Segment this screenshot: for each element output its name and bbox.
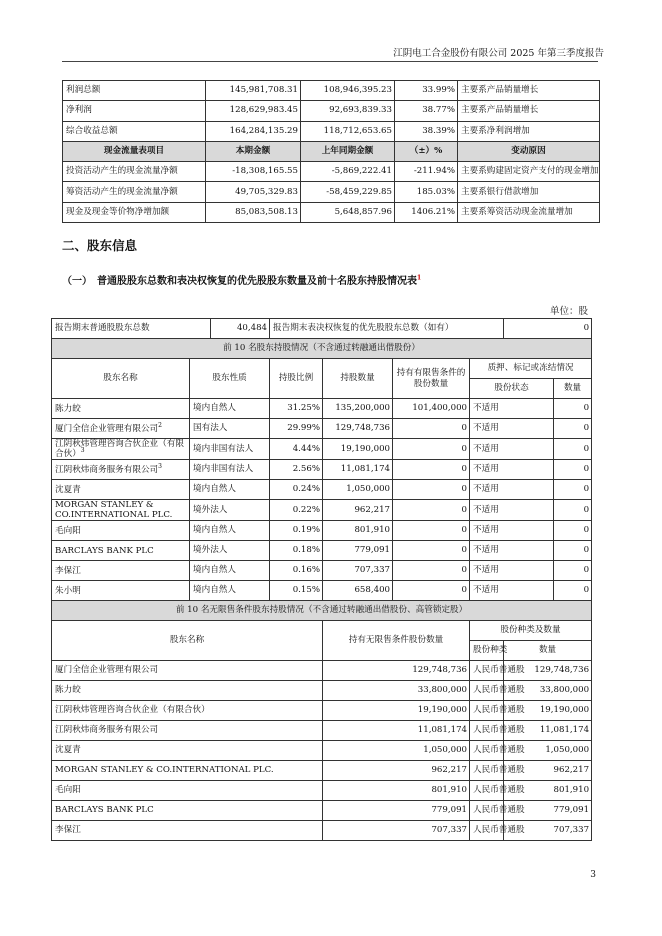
column-header: 持股数量 (323, 359, 393, 399)
holding-quantity: 779,091 (323, 541, 393, 561)
unit-label: 单位：股 (549, 306, 588, 317)
shareholder-row (52, 521, 592, 541)
shareholder-name: 江阴秋炜商务服务有限公司 (52, 721, 323, 741)
row-label: 现金及现金等价物净增加额 (63, 202, 206, 222)
shareholder-nature: 境内自然人 (190, 399, 270, 419)
holding-quantity: 129,748,736 (323, 419, 393, 439)
share-amount: 801,910 (504, 781, 592, 801)
current-amount: 49,705,329.83 (206, 182, 301, 202)
shareholder-name: 江阴秋炜商务服务有限公司$^3$ (52, 460, 190, 480)
summary-label: 报告期末普通股股东总数 (52, 319, 211, 339)
cash-flow-row (63, 182, 600, 202)
pledge-quantity: 0 (554, 460, 592, 480)
unrestricted-row (52, 801, 592, 821)
holding-ratio: 0.15% (270, 581, 323, 601)
shareholder-name: 江阴秋炜管理咨询合伙企业（有限合伙）$^3$ (52, 439, 190, 460)
current-amount: 145,981,708.31 (206, 81, 301, 101)
share-kind: 人民币普通股 (470, 741, 504, 761)
pledge-quantity: 0 (554, 480, 592, 500)
unrestricted-quantity: 19,190,000 (323, 701, 470, 721)
holders-summary-row (52, 319, 592, 339)
shareholder-name: 陈力皎 (52, 681, 323, 701)
section-title-row (52, 339, 592, 359)
unrestricted-row (52, 781, 592, 801)
column-header: 持股比例 (270, 359, 323, 399)
unrestricted-row (52, 741, 592, 761)
change-reason: 主要系产品销量增长 (458, 81, 600, 101)
current-amount: 128,629,983.45 (206, 101, 301, 121)
column-header: 股份种类 (470, 641, 504, 661)
holding-quantity: 11,081,174 (323, 460, 393, 480)
summary-label: 报告期末表决权恢复的优先股股东总数（如有） (270, 319, 504, 339)
unrestricted-quantity: 707,337 (323, 821, 470, 841)
share-kind: 人民币普通股 (470, 761, 504, 781)
share-amount: 129,748,736 (504, 661, 592, 681)
share-kind: 人民币普通股 (470, 821, 504, 841)
holding-ratio: 2.56% (270, 460, 323, 480)
share-amount: 11,081,174 (504, 721, 592, 741)
change-percent: -211.94% (395, 162, 458, 182)
unrestricted-quantity: 962,217 (323, 761, 470, 781)
change-percent: 38.39% (395, 121, 458, 141)
column-header: （±）% (395, 141, 458, 161)
column-header: 现金流量表项目 (63, 141, 206, 161)
cash-flow-row (63, 202, 600, 222)
share-amount: 19,190,000 (504, 701, 592, 721)
shareholder-row (52, 541, 592, 561)
cash-flow-row (63, 162, 600, 182)
shareholder-row (52, 480, 592, 500)
pledge-quantity: 0 (554, 399, 592, 419)
restricted-quantity: 0 (393, 500, 470, 521)
unrestricted-row (52, 721, 592, 741)
pledge-quantity: 0 (554, 500, 592, 521)
column-header: 股份状态 (470, 379, 554, 399)
pledge-status: 不适用 (470, 439, 554, 460)
pledge-quantity: 0 (554, 419, 592, 439)
unrestricted-row (52, 761, 592, 781)
holding-quantity: 19,190,000 (323, 439, 393, 460)
change-reason: 主要系筹资活动现金流量增加 (458, 202, 600, 222)
row-label: 利润总额 (63, 81, 206, 101)
pledge-quantity: 0 (554, 439, 592, 460)
pledge-quantity: 0 (554, 521, 592, 541)
row-label: 筹资活动产生的现金流量净额 (63, 182, 206, 202)
restricted-quantity: 0 (393, 419, 470, 439)
shareholders-table (51, 318, 592, 841)
unrestricted-row (52, 701, 592, 721)
footnote-marker: 1 (417, 274, 422, 282)
finance-row (63, 81, 600, 101)
holding-quantity: 135,200,000 (323, 399, 393, 419)
page-header: 江阴电工合金股份有限公司 2025 年第三季度报告 (393, 48, 604, 59)
shareholder-nature: 境内非国有法人 (190, 439, 270, 460)
pledge-status: 不适用 (470, 399, 554, 419)
holding-ratio: 0.19% (270, 521, 323, 541)
shareholder-name: MORGAN STANLEY & CO.INTERNATIONAL PLC. (52, 500, 190, 521)
header-row (52, 621, 592, 641)
column-header: 股份种类及数量 (470, 621, 592, 641)
holding-quantity: 658,400 (323, 581, 393, 601)
pledge-status: 不适用 (470, 561, 554, 581)
unrestricted-row (52, 821, 592, 841)
pledge-status: 不适用 (470, 541, 554, 561)
holding-ratio: 29.99% (270, 419, 323, 439)
holding-quantity: 1,050,000 (323, 480, 393, 500)
restricted-quantity: 0 (393, 439, 470, 460)
column-header: 变动原因 (458, 141, 600, 161)
change-reason: 主要系产品销量增长 (458, 101, 600, 121)
shareholder-nature: 境内自然人 (190, 561, 270, 581)
shareholder-row (52, 439, 592, 460)
shareholder-name: BARCLAYS BANK PLC (52, 801, 323, 821)
shareholder-name: 李保江 (52, 821, 323, 841)
top10-title: 前 10 名股东持股情况（不含通过转融通出借股份） (52, 339, 592, 359)
holding-quantity: 707,337 (323, 561, 393, 581)
share-kind: 人民币普通股 (470, 701, 504, 721)
previous-amount: -5,869,222.41 (301, 162, 395, 182)
unrestricted-quantity: 801,910 (323, 781, 470, 801)
shareholder-name: 陈力皎 (52, 399, 190, 419)
summary-value: 40,484 (211, 319, 270, 339)
current-amount: 85,083,508.13 (206, 202, 301, 222)
shareholder-row (52, 561, 592, 581)
holding-ratio: 0.22% (270, 500, 323, 521)
finance-row (63, 101, 600, 121)
holding-quantity: 962,217 (323, 500, 393, 521)
shareholder-name: MORGAN STANLEY & CO.INTERNATIONAL PLC. (52, 761, 323, 781)
section-title: 二、股东信息 (62, 238, 138, 253)
pledge-status: 不适用 (470, 460, 554, 480)
footnote-marker: 3 (80, 447, 85, 455)
unrestricted-quantity: 33,800,000 (323, 681, 470, 701)
unrestricted-quantity: 129,748,736 (323, 661, 470, 681)
holding-ratio: 4.44% (270, 439, 323, 460)
shareholder-name: 厦门全信企业管理有限公司$^2$ (52, 419, 190, 439)
header-row (52, 359, 592, 379)
holding-ratio: 0.18% (270, 541, 323, 561)
shareholder-row (52, 399, 592, 419)
shareholder-row (52, 500, 592, 521)
summary-value: 0 (504, 319, 592, 339)
current-amount: 164,284,135.29 (206, 121, 301, 141)
shareholder-name: 李保江 (52, 561, 190, 581)
holding-ratio: 31.25% (270, 399, 323, 419)
page-number: 3 (590, 870, 596, 880)
shareholder-nature: 境内非国有法人 (190, 460, 270, 480)
pledge-status: 不适用 (470, 480, 554, 500)
shareholder-name: 沈夏青 (52, 480, 190, 500)
change-percent: 38.77% (395, 101, 458, 121)
column-header: 本期金额 (206, 141, 301, 161)
pledge-quantity: 0 (554, 561, 592, 581)
row-label: 净利润 (63, 101, 206, 121)
pledge-status: 不适用 (470, 419, 554, 439)
unrestricted-row (52, 661, 592, 681)
shareholder-name: 毛向阳 (52, 781, 323, 801)
share-amount: 33,800,000 (504, 681, 592, 701)
shareholder-name: 厦门全信企业管理有限公司 (52, 661, 323, 681)
row-label: 投资活动产生的现金流量净额 (63, 162, 206, 182)
column-header: 持有有限售条件的股份数量 (393, 359, 470, 399)
shareholder-nature: 境外法人 (190, 500, 270, 521)
unrestricted-row (52, 681, 592, 701)
change-percent: 1406.21% (395, 202, 458, 222)
restricted-quantity: 0 (393, 480, 470, 500)
shareholder-row (52, 581, 592, 601)
previous-amount: 108,946,395.23 (301, 81, 395, 101)
restricted-quantity: 101,400,000 (393, 399, 470, 419)
restricted-quantity: 0 (393, 581, 470, 601)
column-header: 数量 (554, 379, 592, 399)
share-amount: 707,337 (504, 821, 592, 841)
column-header: 质押、标记或冻结情况 (470, 359, 592, 379)
section-title-row (52, 601, 592, 621)
restricted-quantity: 0 (393, 561, 470, 581)
change-reason: 主要系净利润增加 (458, 121, 600, 141)
share-kind: 人民币普通股 (470, 661, 504, 681)
change-reason: 主要系银行借款增加 (458, 182, 600, 202)
shareholder-name: 朱小明 (52, 581, 190, 601)
finance-row (63, 121, 600, 141)
pledge-quantity: 0 (554, 581, 592, 601)
shareholder-nature: 境内自然人 (190, 581, 270, 601)
shareholder-row (52, 419, 592, 439)
restricted-quantity: 0 (393, 460, 470, 480)
shareholder-nature: 国有法人 (190, 419, 270, 439)
shareholder-name: BARCLAYS BANK PLC (52, 541, 190, 561)
shareholder-nature: 境内自然人 (190, 480, 270, 500)
unrestricted-quantity: 779,091 (323, 801, 470, 821)
unrestricted-quantity: 1,050,000 (323, 741, 470, 761)
section-subtitle: （一） 普通股股东总数和表决权恢复的优先股股东数量及前十名股东持股情况表$^1$ (62, 274, 422, 287)
holding-ratio: 0.16% (270, 561, 323, 581)
previous-amount: 92,693,839.33 (301, 101, 395, 121)
current-amount: -18,308,165.55 (206, 162, 301, 182)
footnote-marker: 2 (158, 421, 162, 429)
column-header: 股东性质 (190, 359, 270, 399)
share-kind: 人民币普通股 (470, 721, 504, 741)
restricted-quantity: 0 (393, 541, 470, 561)
header-divider (62, 61, 598, 62)
share-amount: 779,091 (504, 801, 592, 821)
unrestricted-quantity: 11,081,174 (323, 721, 470, 741)
column-header: 股东名称 (52, 621, 323, 661)
holding-ratio: 0.24% (270, 480, 323, 500)
change-percent: 185.03% (395, 182, 458, 202)
pledge-status: 不适用 (470, 581, 554, 601)
share-kind: 人民币普通股 (470, 801, 504, 821)
shareholder-name: 沈夏青 (52, 741, 323, 761)
shareholder-name: 毛向阳 (52, 521, 190, 541)
change-reason: 主要系购建固定资产支付的现金增加 (458, 162, 600, 182)
previous-amount: 118,712,653.65 (301, 121, 395, 141)
shareholder-nature: 境外法人 (190, 541, 270, 561)
column-header: 持有无限售条件股份数量 (323, 621, 470, 661)
pledge-quantity: 0 (554, 541, 592, 561)
share-kind: 人民币普通股 (470, 781, 504, 801)
cash-flow-header-row (63, 141, 600, 161)
pledge-status: 不适用 (470, 500, 554, 521)
share-kind: 人民币普通股 (470, 681, 504, 701)
previous-amount: 5,648,857.96 (301, 202, 395, 222)
pledge-status: 不适用 (470, 521, 554, 541)
previous-amount: -58,459,229.85 (301, 182, 395, 202)
shareholder-name: 江阴秋炜管理咨询合伙企业（有限合伙） (52, 701, 323, 721)
row-label: 综合收益总额 (63, 121, 206, 141)
holding-quantity: 801,910 (323, 521, 393, 541)
column-header: 数量 (504, 641, 592, 661)
change-percent: 33.99% (395, 81, 458, 101)
column-header: 股东名称 (52, 359, 190, 399)
restricted-quantity: 0 (393, 521, 470, 541)
share-amount: 962,217 (504, 761, 592, 781)
share-amount: 1,050,000 (504, 741, 592, 761)
unrestricted-title: 前 10 名无限售条件股东持股情况（不含通过转融通出借股份、高管锁定股） (52, 601, 592, 621)
shareholder-nature: 境内自然人 (190, 521, 270, 541)
footnote-marker: 3 (158, 462, 162, 470)
shareholder-row (52, 460, 592, 480)
column-header: 上年同期金额 (301, 141, 395, 161)
finance-table (62, 80, 600, 223)
